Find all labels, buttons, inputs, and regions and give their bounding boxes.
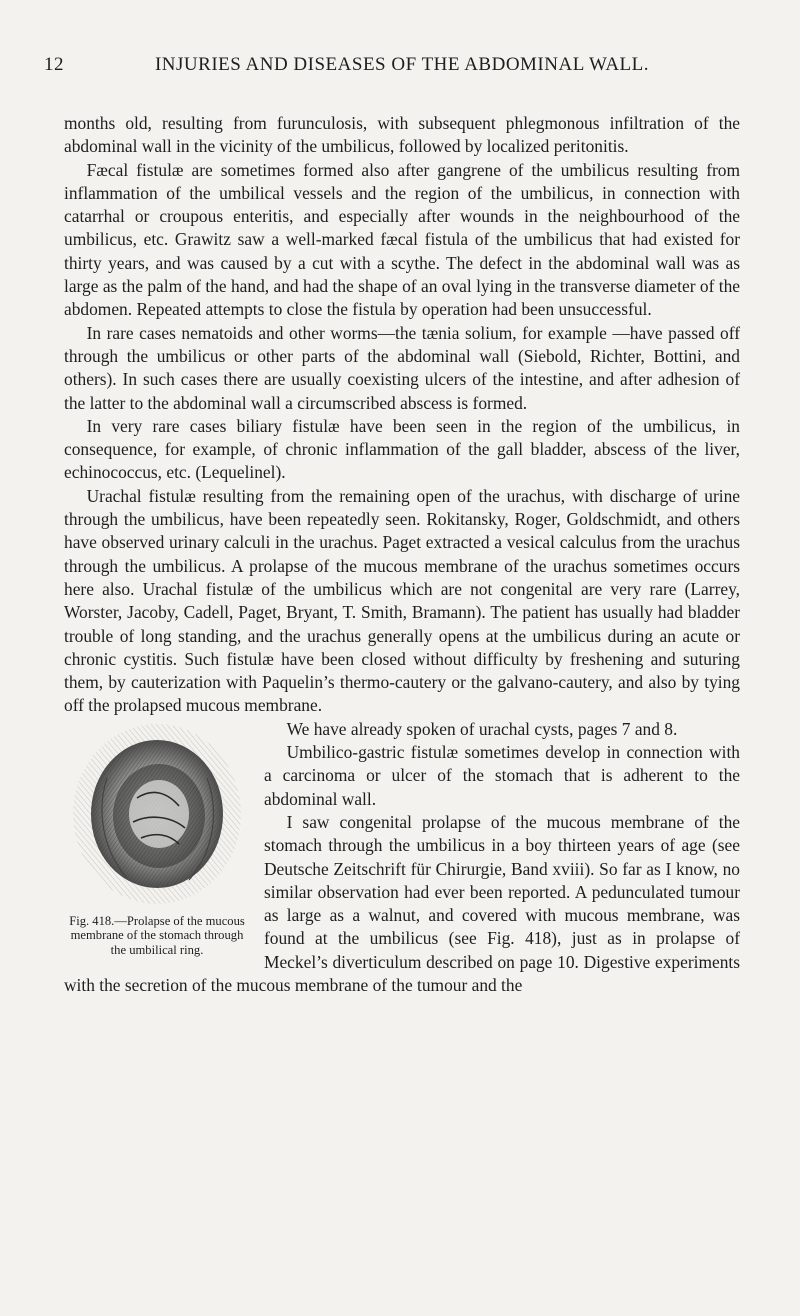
figure-418 <box>64 718 250 957</box>
paragraph-7: Umbilico-gastric fistulæ sometimes develop in connection with a carcinoma or ulcer of the stomach that is adherent to the abdominal wall. <box>264 742 740 809</box>
paragraph-5-start <box>64 485 740 718</box>
page-header <box>44 54 740 86</box>
paragraph-1: months old, resulting from furunculosis, with subsequent phlegmonous infiltration of the abdominal wall in the vicinity of the umbilicus, followed by localized peritonitis. <box>64 113 740 157</box>
page-number: 12 <box>44 54 64 75</box>
book-page <box>44 54 740 997</box>
figure-caption: Fig. 418.—Prolapse of the mucous membrane of the stomach through the umbilical ring. <box>69 913 245 957</box>
paragraph-5-text: Urachal fistulæ resulting from the remaining open of the urachus, with discharge of urine through the umbilicus, have been repeatedly seen. Rokitansky, Roger, Goldschmidt, and others have observed urinary calculi in the urachus. Paget extracted a vesical calculus from the urachus through the umbilicus. A prolapse of the mucous membrane of the urachus sometimes occurs here also. Urachal fistulæ of the umbilicus which are not congenital are very rare (Larrey, Worster, Jacoby, Cadell, Paget, Bryant, T. Smith, Bramann). The patient has usually had bladder trouble of long standing, and the urachus generally opens at the umbilicus during an acute or chronic cystitis. Such fistulæ have been closed without difficulty by freshening and suturing them, by cauterization with Paquelin’s thermo-cautery or the galvano-cautery, and also by tying off the prolapsed mucous membrane. <box>64 485 740 716</box>
paragraph-8: I saw congenital prolapse of the mucous membrane of the stomach through the umbilicus in a boy thirteen years of age (see Deutsche Zeitschrift für Chirurgie, Band xviii). So far as I know, no similar observation had ever been reported. A pedunculated tumour as large as a walnut, and covered with mucous membrane, was found at the umbilicus (see Fig. 418), just as in prolapse of Meckel’s diverticulum described on page 10. Digestive experiments with the secretion of the mucous membrane of the tumour and the <box>64 811 740 995</box>
running-head: INJURIES AND DISEASES OF THE ABDOMINAL WALL. <box>154 54 650 75</box>
paragraph-6: We have already spoken of urachal cysts, pages 7 and 8. <box>286 718 678 739</box>
engraving-prolapse-illustration-icon <box>67 718 247 908</box>
paragraph-3: In rare cases nematoids and other worms—the tænia solium, for example —have passed off through the umbilicus or other parts of the abdominal wall (Siebold, Richter, Bottini, and others). In such cases there are usually coexisting ulcers of the intestine, and after adhesion of the latter to the abdominal wall a circumscribed abscess is formed. <box>64 322 740 413</box>
body-text <box>64 112 740 997</box>
paragraph-2: Fæcal fistulæ are sometimes formed also after gangrene of the umbilicus resulting from inflammation of the umbilical vessels and the region of the umbilicus, in connection with catarrhal or croupous enteritis, and especially after wounds in the neighbourhood of the umbilicus, etc. Grawitz saw a well-marked fæcal fistula of the umbilicus that had existed for thirty years, and was caused by a cut with a scythe. The defect in the abdominal wall was as large as the palm of the hand, and had the shape of an oval lying in the transverse diameter of the abdomen. Repeated attempts to close the fistula by operation had been unsuccessful. <box>64 159 740 320</box>
paragraph-4: In very rare cases biliary fistulæ have been seen in the region of the umbilicus, in consequence, for example, of chronic inflammation of the gall bladder, abscess of the liver, echinococcus, etc. (Lequelinel). <box>64 415 740 483</box>
